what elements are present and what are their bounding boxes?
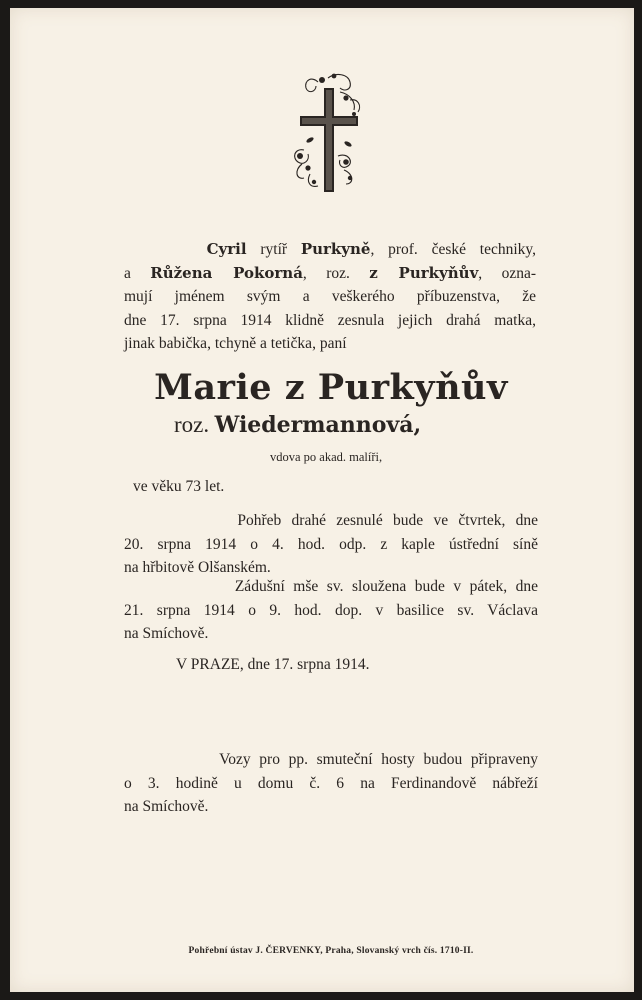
funeral-line: Pohřeb drahé zesnulé bude ve čtvrtek, dne: [237, 512, 538, 529]
announcement-line: mují jménem svým a veškerého příbuzenstva, že: [124, 288, 536, 305]
carriages-line: na Smíchově.: [124, 798, 209, 815]
maiden-name: Wiedermannová,: [214, 412, 422, 438]
roz-label: roz.: [174, 412, 210, 437]
announcement-line: jinak babička, tchyně a tetička, paní: [124, 335, 347, 352]
cross-with-flowers-icon: [288, 70, 370, 200]
announcer-surname: z Purkyňův: [369, 263, 479, 282]
funeral-paragraph: [124, 509, 538, 580]
place-and-date: V PRAZE, dne 17. srpna 1914.: [176, 656, 370, 673]
printer-imprint: Pohřební ústav J. ČERVENKY, Praha, Slovanský vrch čís. 1710-II.: [188, 946, 474, 956]
widow-note: vdova po akad. malíři,: [270, 450, 383, 464]
carriages-paragraph: [124, 748, 538, 819]
funeral-line: 20. srpna 1914 o 4. hod. odp. z kaple ústřední síně: [124, 535, 538, 553]
age-note: ve věku 73 let.: [133, 478, 225, 495]
obituary-sheet: [10, 8, 634, 992]
maiden-name-line: [174, 410, 421, 440]
mass-paragraph: [124, 575, 538, 646]
mass-line: 21. srpna 1914 o 9. hod. dop. v basilice sv. Václava: [124, 601, 538, 619]
announcer-name: Cyril: [206, 240, 247, 258]
announcement-line: a Růžena Pokorná, roz. z Purkyňův, ozna-: [124, 263, 536, 282]
announcement-paragraph: [124, 238, 536, 356]
funeral-line: na hřbitově Olšanském.: [124, 559, 271, 576]
announcement-line: dne 17. srpna 1914 klidně zesnula jejich drahá matka,: [124, 311, 536, 329]
announcer-surname: Purkyně: [300, 240, 371, 258]
announcer-name: Růžena Pokorná: [150, 263, 303, 282]
deceased-name: Marie z Purkyňův: [154, 367, 508, 408]
announcement-line: Cyril rytíř Purkyně, prof. české techniky,: [206, 240, 537, 258]
mass-line: na Smíchově.: [124, 625, 209, 642]
mass-line: Zádušní mše sv. sloužena bude v pátek, dne: [234, 578, 539, 595]
carriages-line: o 3. hodině u domu č. 6 na Ferdinandově nábřeží: [124, 774, 538, 792]
carriages-line: Vozy pro pp. smuteční hosty budou připraveny: [219, 751, 538, 768]
